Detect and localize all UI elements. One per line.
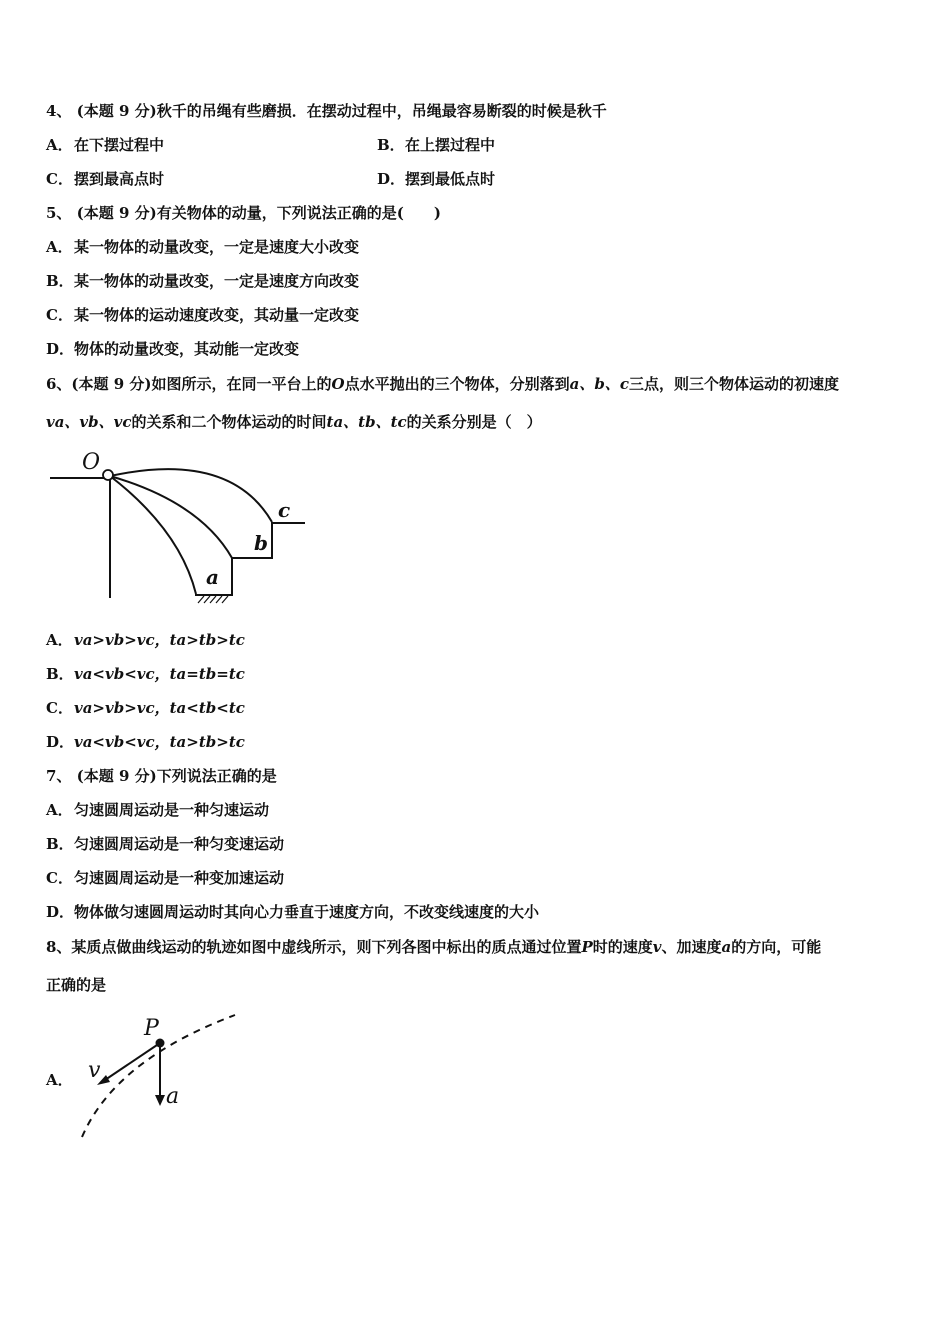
q7-option-b: B．匀速圆周运动是一种匀变速运动 [46,835,285,853]
q7-option-a: A．匀速圆周运动是一种匀速运动 [46,801,270,819]
label-p: P [144,1016,159,1041]
q8-stem-line2: 正确的是 [46,976,107,994]
q5-stem: 5、 (本题 9 分)有关物体的动量，下列说法正确的是( ) [46,204,441,222]
q5-option-a: A．某一物体的动量改变，一定是速度大小改变 [46,238,360,256]
q7-option-c: C．匀速圆周运动是一种变加速运动 [46,869,285,887]
q6-option-d: D．va<vb<vc，ta>tb>tc [46,733,245,751]
q6-option-a: A．va>vb>vc，ta>tb>tc [46,631,245,649]
q6-stem: 6、(本题 9 分)如图所示，在同一平台上的O点水平抛出的三个物体，分别落到a、b、c三点，则三个物体运动的初速度 [46,375,839,393]
q6-option-b: B．va<vb<vc，ta=tb=tc [46,665,245,683]
label-c: c [278,498,291,522]
trajectory-a [110,476,196,594]
q8-option-a-figure [70,1005,250,1145]
q4-option-c: C．摆到最高点时 [46,170,165,188]
q7-option-d: D．物体做匀速圆周运动时其向心力垂直于速度方向，不改变线速度的大小 [46,903,540,921]
q4-option-a: A．在下摆过程中 [46,136,165,154]
q5-option-d: D．物体的动量改变，其动能一定改变 [46,340,300,358]
ground-hatch [198,596,228,603]
label-b: b [254,531,268,555]
q6-option-c: C．va>vb>vc，ta<tb<tc [46,699,245,717]
trajectory-b [110,476,232,558]
velocity-line [102,1043,160,1082]
q6-stem-line2: va、vb、vc的关系和二个物体运动的时间ta、tb、tc的关系分别是（ ） [46,413,542,431]
q5-option-c: C．某一物体的运动速度改变，其动量一定改变 [46,306,360,324]
point-o [103,470,113,480]
q5-option-b: B．某一物体的动量改变，一定是速度方向改变 [46,272,360,290]
q4-stem: 4、 (本题 9 分)秋千的吊绳有些磨损．在摆动过程中，吊绳最容易断裂的时候是秋千 [46,102,607,120]
label-v: v [88,1058,101,1083]
acceleration-arrowhead [155,1095,165,1106]
q7-stem: 7、 (本题 9 分)下列说法正确的是 [46,767,277,785]
q4-option-b: B．在上摆过程中 [377,136,496,154]
label-a: a [206,565,219,589]
q8-stem: 8、某质点做曲线运动的轨迹如图中虚线所示，则下列各图中标出的质点通过位置P时的速度v、加速度a的方向，可能 [46,938,822,956]
label-a: a [166,1084,180,1109]
label-o: O [82,450,101,475]
q8-option-a-label: A． [46,1071,73,1089]
q4-option-d: D．摆到最低点时 [377,170,496,188]
q6-projectile-figure [40,440,320,610]
